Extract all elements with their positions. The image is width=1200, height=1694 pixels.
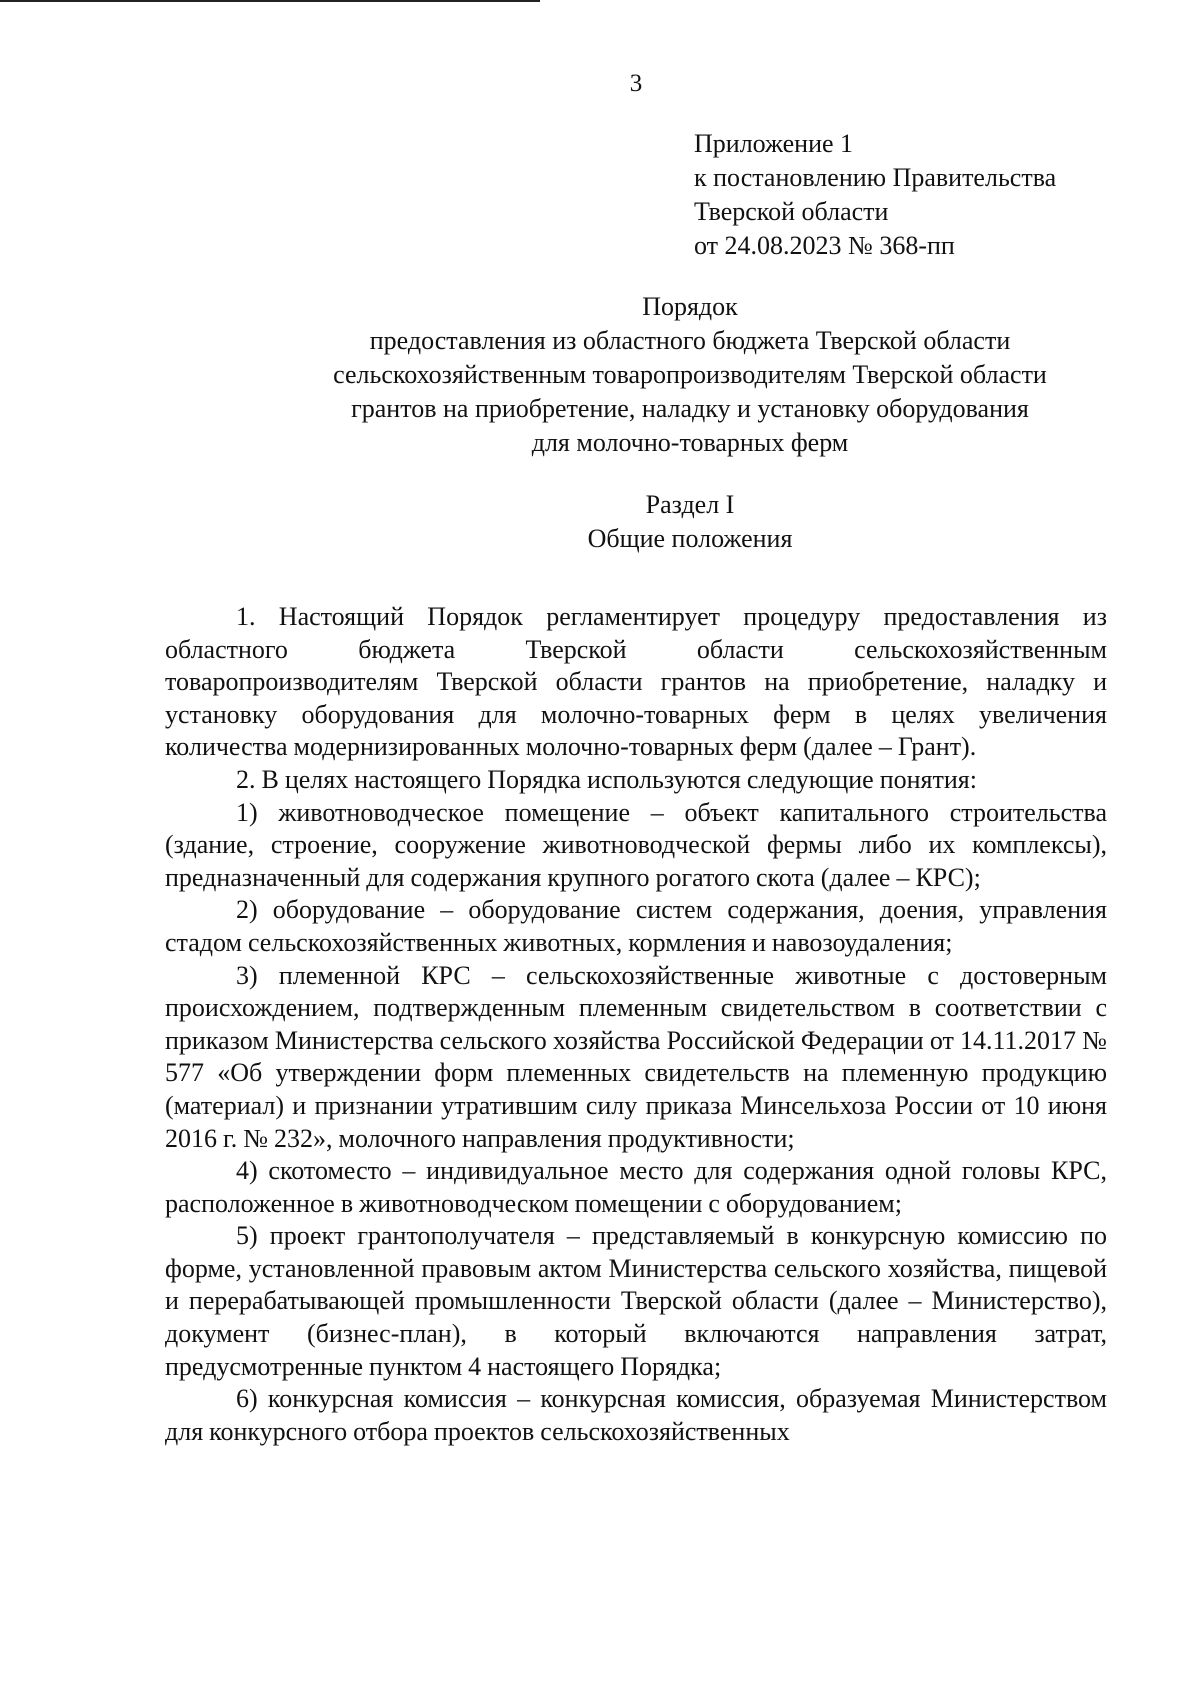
top-rule [0,0,540,2]
page-number: 3 [629,70,643,97]
section-heading [140,488,1200,556]
paragraph: 5) проект грантополучателя – представляемый в конкурсную комиссию по форме, установленной правовым актом Министерства сельского хозяйства, пищевой и перерабатывающей промышленности Тверской области (далее – Министерство), документ (бизнес-план), в который включаются направления затрат, предусмотренные пунктом 4 настоящего Порядка; [165,1221,1107,1381]
paragraph: 2. В целях настоящего Порядка используются следующие понятия: [236,764,977,794]
section-number: Раздел I [645,490,735,519]
title-line: предоставления из областного бюджета Тверской области [369,326,1011,355]
title-line: сельскохозяйственным товаропроизводителям Тверской области [333,360,1047,389]
paragraph: 1. Настоящий Порядок регламентирует процедуру предоставления из областного бюджета Тверской области сельскохозяйственным товаропроизводителям Тверской области грантов на приобретение, наладку и установку оборудования для молочно-товарных ферм в целях увеличения количества модернизированных молочно-товарных ферм (далее – Грант). [165,602,1107,762]
appendix-block [694,127,1056,263]
section-name: Общие положения [587,524,793,553]
appendix-line: Тверской области [694,197,889,226]
paragraph: 1) животноводческое помещение – объект капитального строительства (здание, строение, сооружение животноводческой фермы либо их комплексы), предназначенный для содержания крупного рогатого скота (далее – КРС); [165,797,1107,892]
appendix-line: к постановлению Правительства [694,163,1057,192]
paragraph: 2) оборудование – оборудование систем содержания, доения, управления стадом сельскохозяйственных животных, кормления и навозоудаления; [165,895,1107,957]
title-line: Порядок [642,292,738,321]
paragraph: 6) конкурсная комиссия – конкурсная комиссия, образуемая Министерством для конкурсного отбора проектов сельскохозяйственных [165,1384,1107,1446]
document-title [140,290,1200,460]
paragraph: 3) племенной КРС – сельскохозяйственные животные с достоверным происхождением, подтвержденным племенным свидетельством в соответствии с приказом Министерства сельского хозяйства Российской Федерации от 14.11.2017 № 577 «Об утверждении форм племенных свидетельств на племенную продукцию (материал) и признании утратившим силу приказа Минсельхоза России от 10 июня 2016 г. № 232», молочного направления продуктивности; [165,960,1107,1153]
paragraph: 4) скотоместо – индивидуальное место для содержания одной головы КРС, расположенное в животноводческом помещении с оборудованием; [165,1156,1107,1218]
title-line: грантов на приобретение, наладку и установку оборудования [351,394,1029,423]
appendix-line: от 24.08.2023 № 368-пп [694,231,955,260]
document-body [165,601,1107,1448]
title-line: для молочно-товарных ферм [531,428,849,457]
appendix-line: Приложение 1 [694,129,854,158]
